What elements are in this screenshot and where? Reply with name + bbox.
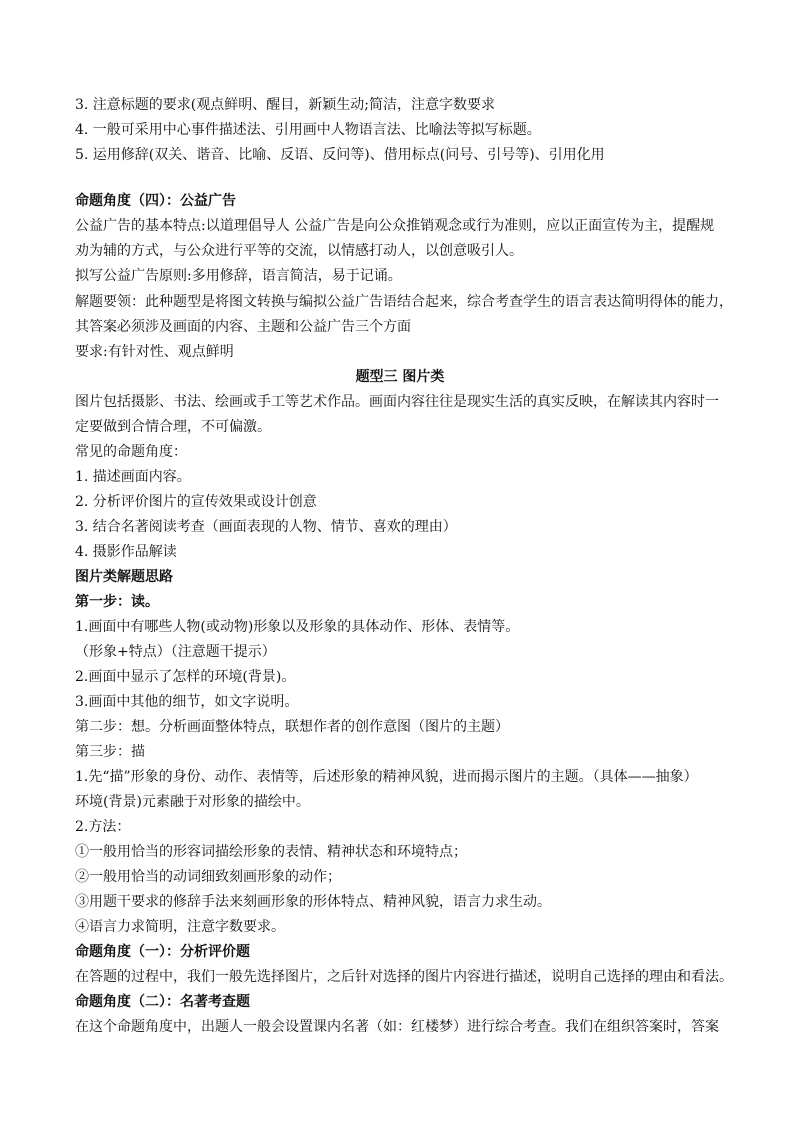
list-item: ①一般用恰当的形容词描绘形象的表情、精神状态和环境特点； (75, 844, 467, 860)
angle2-heading: 命题角度（二）：名著考查题 (75, 994, 250, 1010)
step3-heading: 第三步：描 (75, 744, 145, 760)
angle1-heading: 命题角度（一）：分析评价题 (75, 944, 250, 960)
paragraph-line: 解题要领：此种题型是将图文转换与编拟公益广告语结合起来，综合考查学生的语言表达简明得体的能力， (75, 294, 733, 310)
paragraph-line: 在答题的过程中，我们一般先选择图片，之后针对选择的图片内容进行描述，说明自己选择的理由和看法。 (75, 969, 733, 985)
approach-heading: 图片类解题思路 (75, 569, 173, 585)
list-item: （形象+特点）（注意题干提示） (75, 644, 276, 660)
list-item: 3.画面中其他的细节，如文字说明。 (75, 694, 299, 710)
paragraph-line: 劝为辅的方式，与公众进行平等的交流，以情感打动人，以创意吸引人。 (75, 243, 523, 259)
list-item: ④语言力求简明，注意字数要求。 (75, 919, 285, 935)
line-title-requirement: 3. 注意标题的要求(观点鲜明、醒目，新颖生动;简洁，注意字数要求 (75, 97, 495, 113)
paragraph-line: 环境(背景)元素融于对形象的描绘中。 (75, 794, 310, 810)
angles-label: 常见的命题角度： (75, 444, 187, 460)
list-item: 4. 摄影作品解读 (75, 544, 177, 560)
step1-heading: 第一步：读。 (75, 594, 159, 610)
paragraph-line: 公益广告的基本特点:以道理倡导人 公益广告是向公众推销观念或行为准则，应以正面宣传为主，提醒规 (75, 218, 715, 234)
line-rhetoric: 5. 运用修辞(双关、谐音、比喻、反语、反问等)、借用标点(问号、引号等)、引用化用 (75, 147, 605, 163)
paragraph-line: 其答案必须涉及画面的内容、主题和公益广告三个方面 (75, 319, 411, 335)
line-title-methods: 4. 一般可采用中心事件描述法、引用画中人物语言法、比喻法等拟写标题。 (75, 122, 541, 138)
paragraph-line: 在这个命题角度中，出题人一般会设置课内名著（如：红楼梦）进行综合考查。我们在组织答案时，答案 (75, 1019, 719, 1035)
paragraph-line: 拟写公益广告原则:多用修辞，语言简洁，易于记诵。 (75, 268, 402, 284)
paragraph-line: 图片包括摄影、书法、绘画或手工等艺术作品。画面内容往往是现实生活的真实反映，在解读其内容时一 (75, 394, 719, 410)
step2-line: 第二步：想。分析画面整体特点，联想作者的创作意图（图片的主题） (75, 719, 509, 735)
list-item: 1.画面中有哪些人物(或动物)形象以及形象的具体动作、形体、表情等。 (75, 619, 520, 635)
list-item: 2. 分析评价图片的宣传效果或设计创意 (75, 494, 317, 510)
list-item: 2.画面中显示了怎样的环境(背景)。 (75, 669, 296, 685)
methods-label: 2.方法： (75, 819, 131, 835)
paragraph-line: 要求:有针对性、观点鲜明 (75, 344, 234, 360)
paragraph-line: 定要做到合情合理，不可偏激。 (75, 419, 271, 435)
type3-title: 题型三 图片类 (355, 369, 445, 385)
list-item: 3. 结合名著阅读考查（画面表现的人物、情节、喜欢的理由） (75, 519, 457, 535)
list-item: ②一般用恰当的动词细致刻画形象的动作； (75, 869, 341, 885)
list-item: 1. 描述画面内容。 (75, 469, 191, 485)
paragraph-line: 1.先“描”形象的身份、动作、表情等，后述形象的精神风貌，进而揭示图片的主题。（具体——抽象） (75, 769, 698, 785)
list-item: ③用题干要求的修辞手法来刻画形象的形体特点、精神风貌，语言力求生动。 (75, 894, 551, 910)
section-heading-public-ad: 命题角度（四）：公益广告 (75, 193, 236, 209)
